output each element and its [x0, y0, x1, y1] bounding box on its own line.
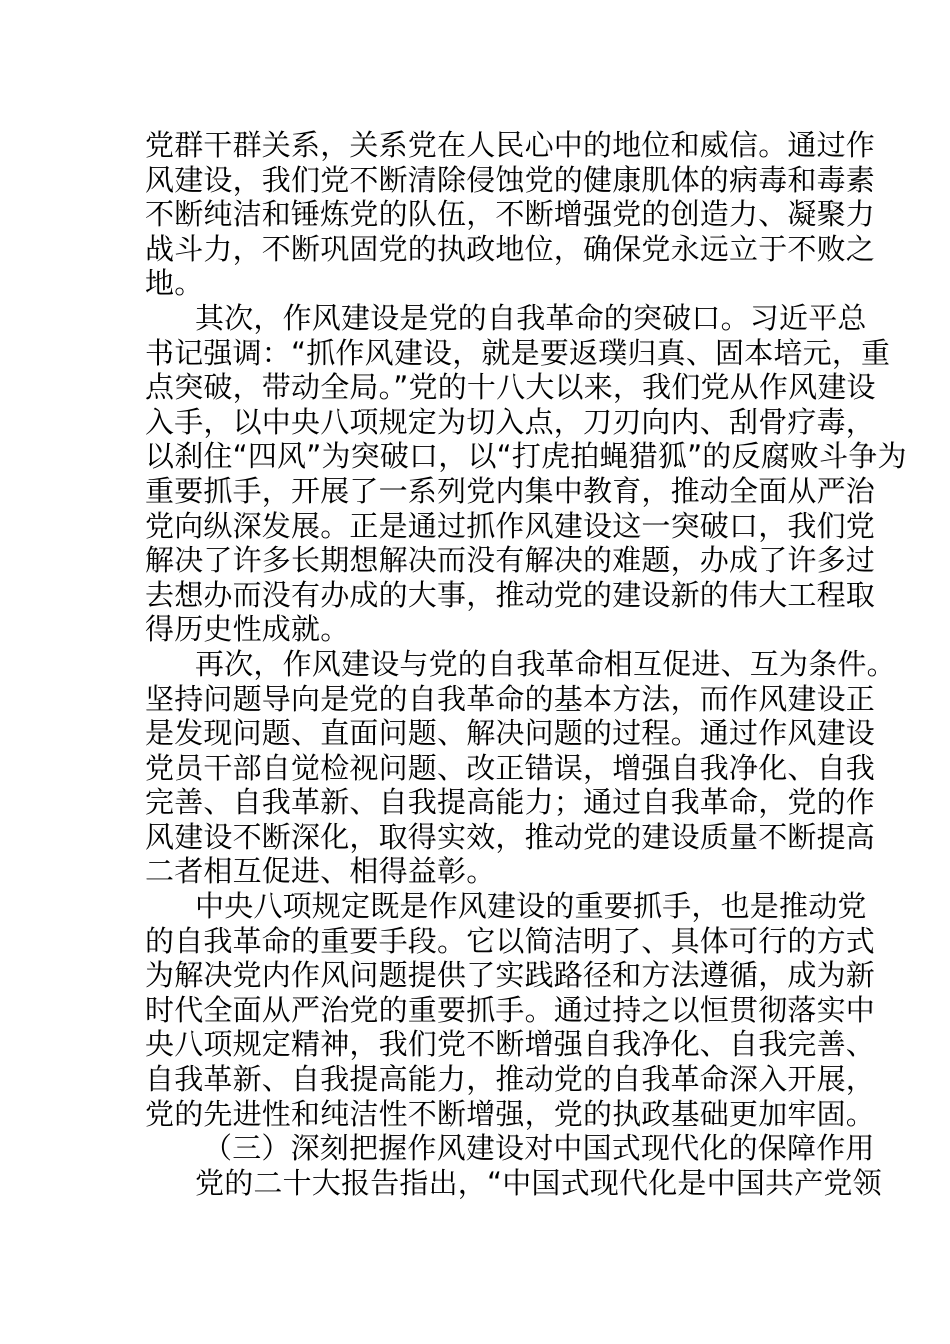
text-line: 解决了许多长期想解决而没有解决的难题，办成了许多过 — [145, 543, 876, 578]
text-line: 风建设不断深化，取得实效，推动党的建设质量不断提高 — [145, 819, 876, 854]
text-line: 党向纵深发展。正是通过抓作风建设这一突破口，我们党 — [145, 508, 876, 543]
text-line: 其次，作风建设是党的自我革命的突破口。习近平总 — [195, 300, 867, 335]
document-body — [145, 128, 907, 1200]
text-line: 完善、自我革新、自我提高能力；通过自我革命，党的作 — [145, 785, 876, 820]
text-line: 书记强调：“抓作风建设，就是要返璞归真、固本培元，重 — [145, 335, 891, 370]
text-line: 时代全面从严治党的重要抓手。通过持之以恒贯彻落实中 — [145, 992, 876, 1027]
text-line: 的自我革命的重要手段。它以简洁明了、具体可行的方式 — [145, 923, 876, 958]
text-line: 央八项规定精神，我们党不断增强自我净化、自我完善、 — [145, 1027, 876, 1062]
section-heading: （三）深刻把握作风建设对中国式现代化的保障作用 — [203, 1131, 875, 1166]
text-line: 风建设，我们党不断清除侵蚀党的健康肌体的病毒和毒素 — [145, 162, 876, 197]
text-line: 党员干部自觉检视问题、改正错误，增强自我净化、自我 — [145, 750, 876, 785]
text-line: 自我革新、自我提高能力，推动党的自我革命深入开展， — [145, 1062, 876, 1097]
text-line: 党的先进性和纯洁性不断增强，党的执政基础更加牢固。 — [145, 1096, 876, 1131]
text-line: 坚持问题导向是党的自我革命的基本方法，而作风建设正 — [145, 681, 876, 716]
text-line: 不断纯洁和锤炼党的队伍，不断增强党的创造力、凝聚力 — [145, 197, 876, 232]
text-line: 点突破，带动全局。”党的十八大以来，我们党从作风建设 — [145, 370, 876, 405]
text-line: 是发现问题、直面问题、解决问题的过程。通过作风建设 — [145, 716, 876, 751]
text-line: 党的二十大报告指出，“中国式现代化是中国共产党领 — [195, 1165, 882, 1200]
text-line: 为解决党内作风问题提供了实践路径和方法遵循，成为新 — [145, 958, 876, 993]
text-line: 再次，作风建设与党的自我革命相互促进、互为条件。 — [195, 646, 896, 681]
text-line: 以刹住“四风”为突破口，以“打虎拍蝇猎狐”的反腐败斗争为 — [145, 439, 907, 474]
text-line: 入手，以中央八项规定为切入点，刀刃向内、刮骨疗毒， — [145, 404, 876, 439]
text-line: 二者相互促进、相得益彰。 — [145, 854, 496, 889]
text-line: 重要抓手，开展了一系列党内集中教育，推动全面从严治 — [145, 473, 876, 508]
text-line: 党群干群关系，关系党在人民心中的地位和威信。通过作 — [145, 128, 876, 162]
text-line: 地。 — [145, 266, 204, 301]
text-line: 得历史性成就。 — [145, 612, 350, 647]
text-line: 中央八项规定既是作风建设的重要抓手，也是推动党 — [195, 889, 867, 924]
text-line: 去想办而没有办成的大事，推动党的建设新的伟大工程取 — [145, 577, 876, 612]
text-line: 战斗力，不断巩固党的执政地位，确保党永远立于不败之 — [145, 231, 876, 266]
